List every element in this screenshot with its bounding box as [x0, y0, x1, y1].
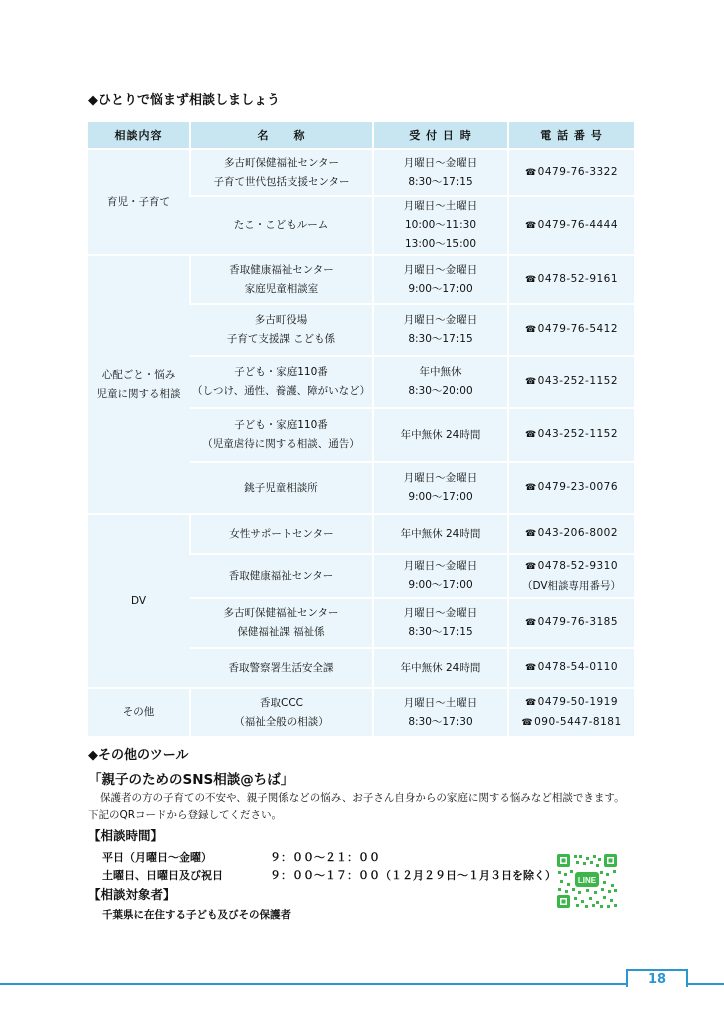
hours-text: 年中無休 24時間 [400, 661, 481, 674]
phone-cell [508, 554, 634, 598]
hours-cell [373, 598, 508, 648]
phone-number[interactable]: 0479-76-4444 [537, 218, 619, 231]
org-name-text: 子ども・家庭110番 [234, 366, 328, 378]
hours-text: 8:30～17:15 [408, 333, 473, 345]
phone-number[interactable]: 0479-76-5412 [537, 323, 619, 335]
category-cell [88, 514, 190, 688]
hours-text: 8:30～20:00 [408, 385, 473, 397]
org-name-text: 子育て世代包括支援センター [213, 175, 350, 188]
phone-line[interactable] [511, 320, 632, 340]
hours-text: 10:00～11:30 [404, 219, 477, 231]
org-name-cell [190, 304, 373, 356]
hours-cell [373, 255, 508, 304]
hours-cell [373, 196, 508, 255]
org-name-text: 多古町保健福祉センター [223, 607, 339, 619]
category-cell [88, 688, 190, 736]
category-text: 心配ごと・悩み [101, 368, 176, 381]
org-name-text: （しつけ、通性、養護、障がいなど） [192, 385, 371, 397]
org-name-cell [190, 462, 373, 514]
category-text: 児童に関する相談 [96, 387, 181, 400]
hours-day: 土曜日、日曜日及び祝日 [102, 869, 223, 882]
org-name-text: 香取健康福祉センター [228, 569, 334, 582]
phone-number[interactable]: 090-5447-8181 [534, 715, 622, 728]
phone-number[interactable]: 043-252-1152 [537, 375, 619, 387]
target-text: 千葉県に在住する子ども及びその保護者 [102, 909, 291, 921]
phone-cell [508, 304, 634, 356]
sns-title: 「親子のためのSNS相談@ちば」 [88, 772, 295, 788]
phone-line[interactable] [511, 270, 632, 290]
phone-cell [508, 196, 634, 255]
telephone-icon: ☎ [524, 697, 537, 708]
org-name-cell [190, 408, 373, 462]
telephone-icon: ☎ [524, 325, 537, 335]
hours-text: 8:30～17:15 [408, 175, 473, 188]
hours-time: ９：００～２１：００ [270, 851, 380, 864]
sns-description: 保護者の方の子育ての不安や、親子関係などの悩み、お子さん自身からの家庭に関する悩みなど相談できます。下記のQRコードから登録してください。 [88, 792, 625, 821]
phone-number[interactable]: 043-252-1152 [537, 428, 619, 440]
table-row [88, 255, 634, 304]
phone-cell [508, 648, 634, 688]
hours-text: 8:30～17:15 [408, 626, 473, 638]
phone-line[interactable] [511, 613, 632, 633]
hours-text: 月曜日～金曜日 [403, 607, 478, 619]
section-title: ◆ひとりで悩まず相談しましょう [88, 93, 280, 108]
hours-time: ９：００～１７：００（１２月２９日～１月３日を除く） [270, 869, 556, 882]
phone-number[interactable]: 0478-52-9310 [537, 559, 619, 572]
phone-number[interactable]: 0479-76-3322 [537, 165, 619, 178]
hours-text: 9:00～17:00 [408, 491, 473, 503]
phone-note: （DV相談専用番号） [521, 579, 622, 592]
telephone-icon: ☎ [524, 220, 537, 231]
phone-line[interactable] [511, 425, 632, 445]
hours-text: 年中無休 24時間 [400, 527, 481, 540]
telephone-icon: ☎ [524, 377, 537, 387]
hours-cell [373, 688, 508, 736]
telephone-icon: ☎ [524, 529, 537, 539]
hours-text: 月曜日～土曜日 [403, 200, 478, 212]
hours-text: 8:30～17:30 [408, 715, 473, 728]
org-name-text: 家庭児童相談室 [244, 282, 319, 295]
telephone-icon: ☎ [524, 430, 537, 440]
phone-cell [508, 356, 634, 408]
footer-line [0, 983, 724, 985]
phone-cell [508, 408, 634, 462]
phone-cell [508, 149, 634, 196]
hours-text: 月曜日～金曜日 [403, 472, 478, 484]
org-name-cell [190, 688, 373, 736]
hours-text: 月曜日～金曜日 [403, 314, 478, 326]
category-cell [88, 149, 190, 255]
phone-line[interactable] [511, 524, 632, 544]
phone-line[interactable] [511, 478, 632, 498]
phone-cell [508, 255, 634, 304]
hours-cell [373, 648, 508, 688]
org-name-text: 子ども・家庭110番 [234, 419, 328, 431]
phone-cell [508, 598, 634, 648]
org-name-cell [190, 196, 373, 255]
table-row [88, 688, 634, 736]
phone-line[interactable] [511, 163, 632, 183]
hours-cell [373, 408, 508, 462]
hours-text: 13:00～15:00 [404, 238, 477, 250]
hours-text: 9:00～17:00 [408, 579, 473, 591]
org-name-cell [190, 255, 373, 304]
org-name-text: 多古町保健福祉センター [223, 156, 340, 169]
telephone-icon: ☎ [524, 483, 537, 493]
category-text: その他 [122, 706, 155, 718]
phone-line[interactable] [511, 658, 632, 678]
header-name: 名 称 [190, 122, 373, 149]
org-name-text: 子育て支援課 こども係 [226, 333, 336, 345]
hours-row-weekend [102, 867, 556, 883]
org-name-cell [190, 554, 373, 598]
phone-line[interactable] [511, 216, 632, 236]
phone-line[interactable] [511, 713, 632, 733]
header-hours: 受 付 日 時 [373, 122, 508, 149]
org-name-text: 銚子児童相談所 [244, 481, 318, 494]
phone-number[interactable]: 0478-54-0110 [537, 661, 619, 673]
phone-number[interactable]: 043-206-8002 [537, 527, 619, 539]
org-name-cell [190, 598, 373, 648]
hours-text: 年中無休 24時間 [400, 428, 481, 441]
hours-day: 平日（月曜日～金曜） [102, 851, 212, 864]
table-row [88, 149, 634, 196]
phone-number[interactable]: 0478-52-9161 [537, 272, 619, 285]
qr-line-label: LINE [577, 876, 597, 885]
hours-cell [373, 554, 508, 598]
hours-cell [373, 356, 508, 408]
header-category: 相談内容 [88, 122, 190, 149]
org-name-cell [190, 514, 373, 554]
phone-cell [508, 462, 634, 514]
phone-number[interactable]: 0479-23-0076 [537, 481, 619, 493]
org-name-text: （児童虐待に関する相談、通告） [202, 438, 360, 450]
target-heading: 【相談対象者】 [88, 887, 176, 902]
category-text: DV [130, 594, 147, 607]
telephone-icon: ☎ [524, 663, 537, 673]
consultation-table [88, 122, 634, 736]
hours-cell [373, 514, 508, 554]
hours-heading: 【相談時間】 [88, 828, 164, 843]
org-name-text: （福祉全般の相談） [234, 715, 329, 728]
telephone-icon: ☎ [524, 561, 537, 572]
hours-text: 年中無休 [419, 366, 462, 378]
hours-text: 月曜日～金曜日 [403, 560, 478, 572]
hours-text: 月曜日～土曜日 [403, 696, 478, 709]
org-name-text: たこ・こどもルーム [233, 219, 329, 231]
table-row [88, 514, 634, 554]
header-phone: 電 話 番 号 [508, 122, 634, 149]
org-name-cell [190, 149, 373, 196]
org-name-text: 多古町役場 [254, 314, 308, 326]
org-name-text: 保健福祉課 福祉係 [237, 626, 325, 638]
hours-text: 月曜日～金曜日 [403, 263, 478, 276]
phone-number[interactable]: 0479-76-3185 [537, 616, 619, 628]
org-name-text: 香取警察署生活安全課 [228, 661, 334, 674]
hours-cell [373, 149, 508, 196]
hours-text: 月曜日～金曜日 [403, 156, 478, 169]
telephone-icon: ☎ [524, 618, 537, 628]
org-name-text: 香取CCC [260, 696, 303, 709]
hours-text: 9:00～17:00 [408, 282, 473, 295]
telephone-icon: ☎ [524, 274, 537, 285]
phone-cell [508, 514, 634, 554]
category-text: 育児・子育て [107, 195, 170, 208]
table-header-row [88, 122, 634, 149]
phone-line[interactable] [511, 557, 632, 577]
phone-cell [508, 688, 634, 736]
org-name-text: 香取健康福祉センター [229, 263, 334, 276]
hours-row-weekday [102, 849, 380, 865]
org-name-cell [190, 356, 373, 408]
hours-cell [373, 304, 508, 356]
org-name-text: 女性サポートセンター [229, 527, 334, 540]
phone-line[interactable] [511, 693, 632, 713]
page-number: 18 [626, 969, 688, 987]
tools-heading: ◆その他のツール [88, 748, 189, 763]
telephone-icon: ☎ [524, 167, 537, 178]
telephone-icon: ☎ [521, 717, 534, 728]
phone-line[interactable] [511, 372, 632, 392]
phone-number[interactable]: 0479-50-1919 [537, 695, 619, 708]
line-qr-code[interactable] [556, 853, 618, 909]
hours-cell [373, 462, 508, 514]
category-cell [88, 255, 190, 514]
org-name-cell [190, 648, 373, 688]
